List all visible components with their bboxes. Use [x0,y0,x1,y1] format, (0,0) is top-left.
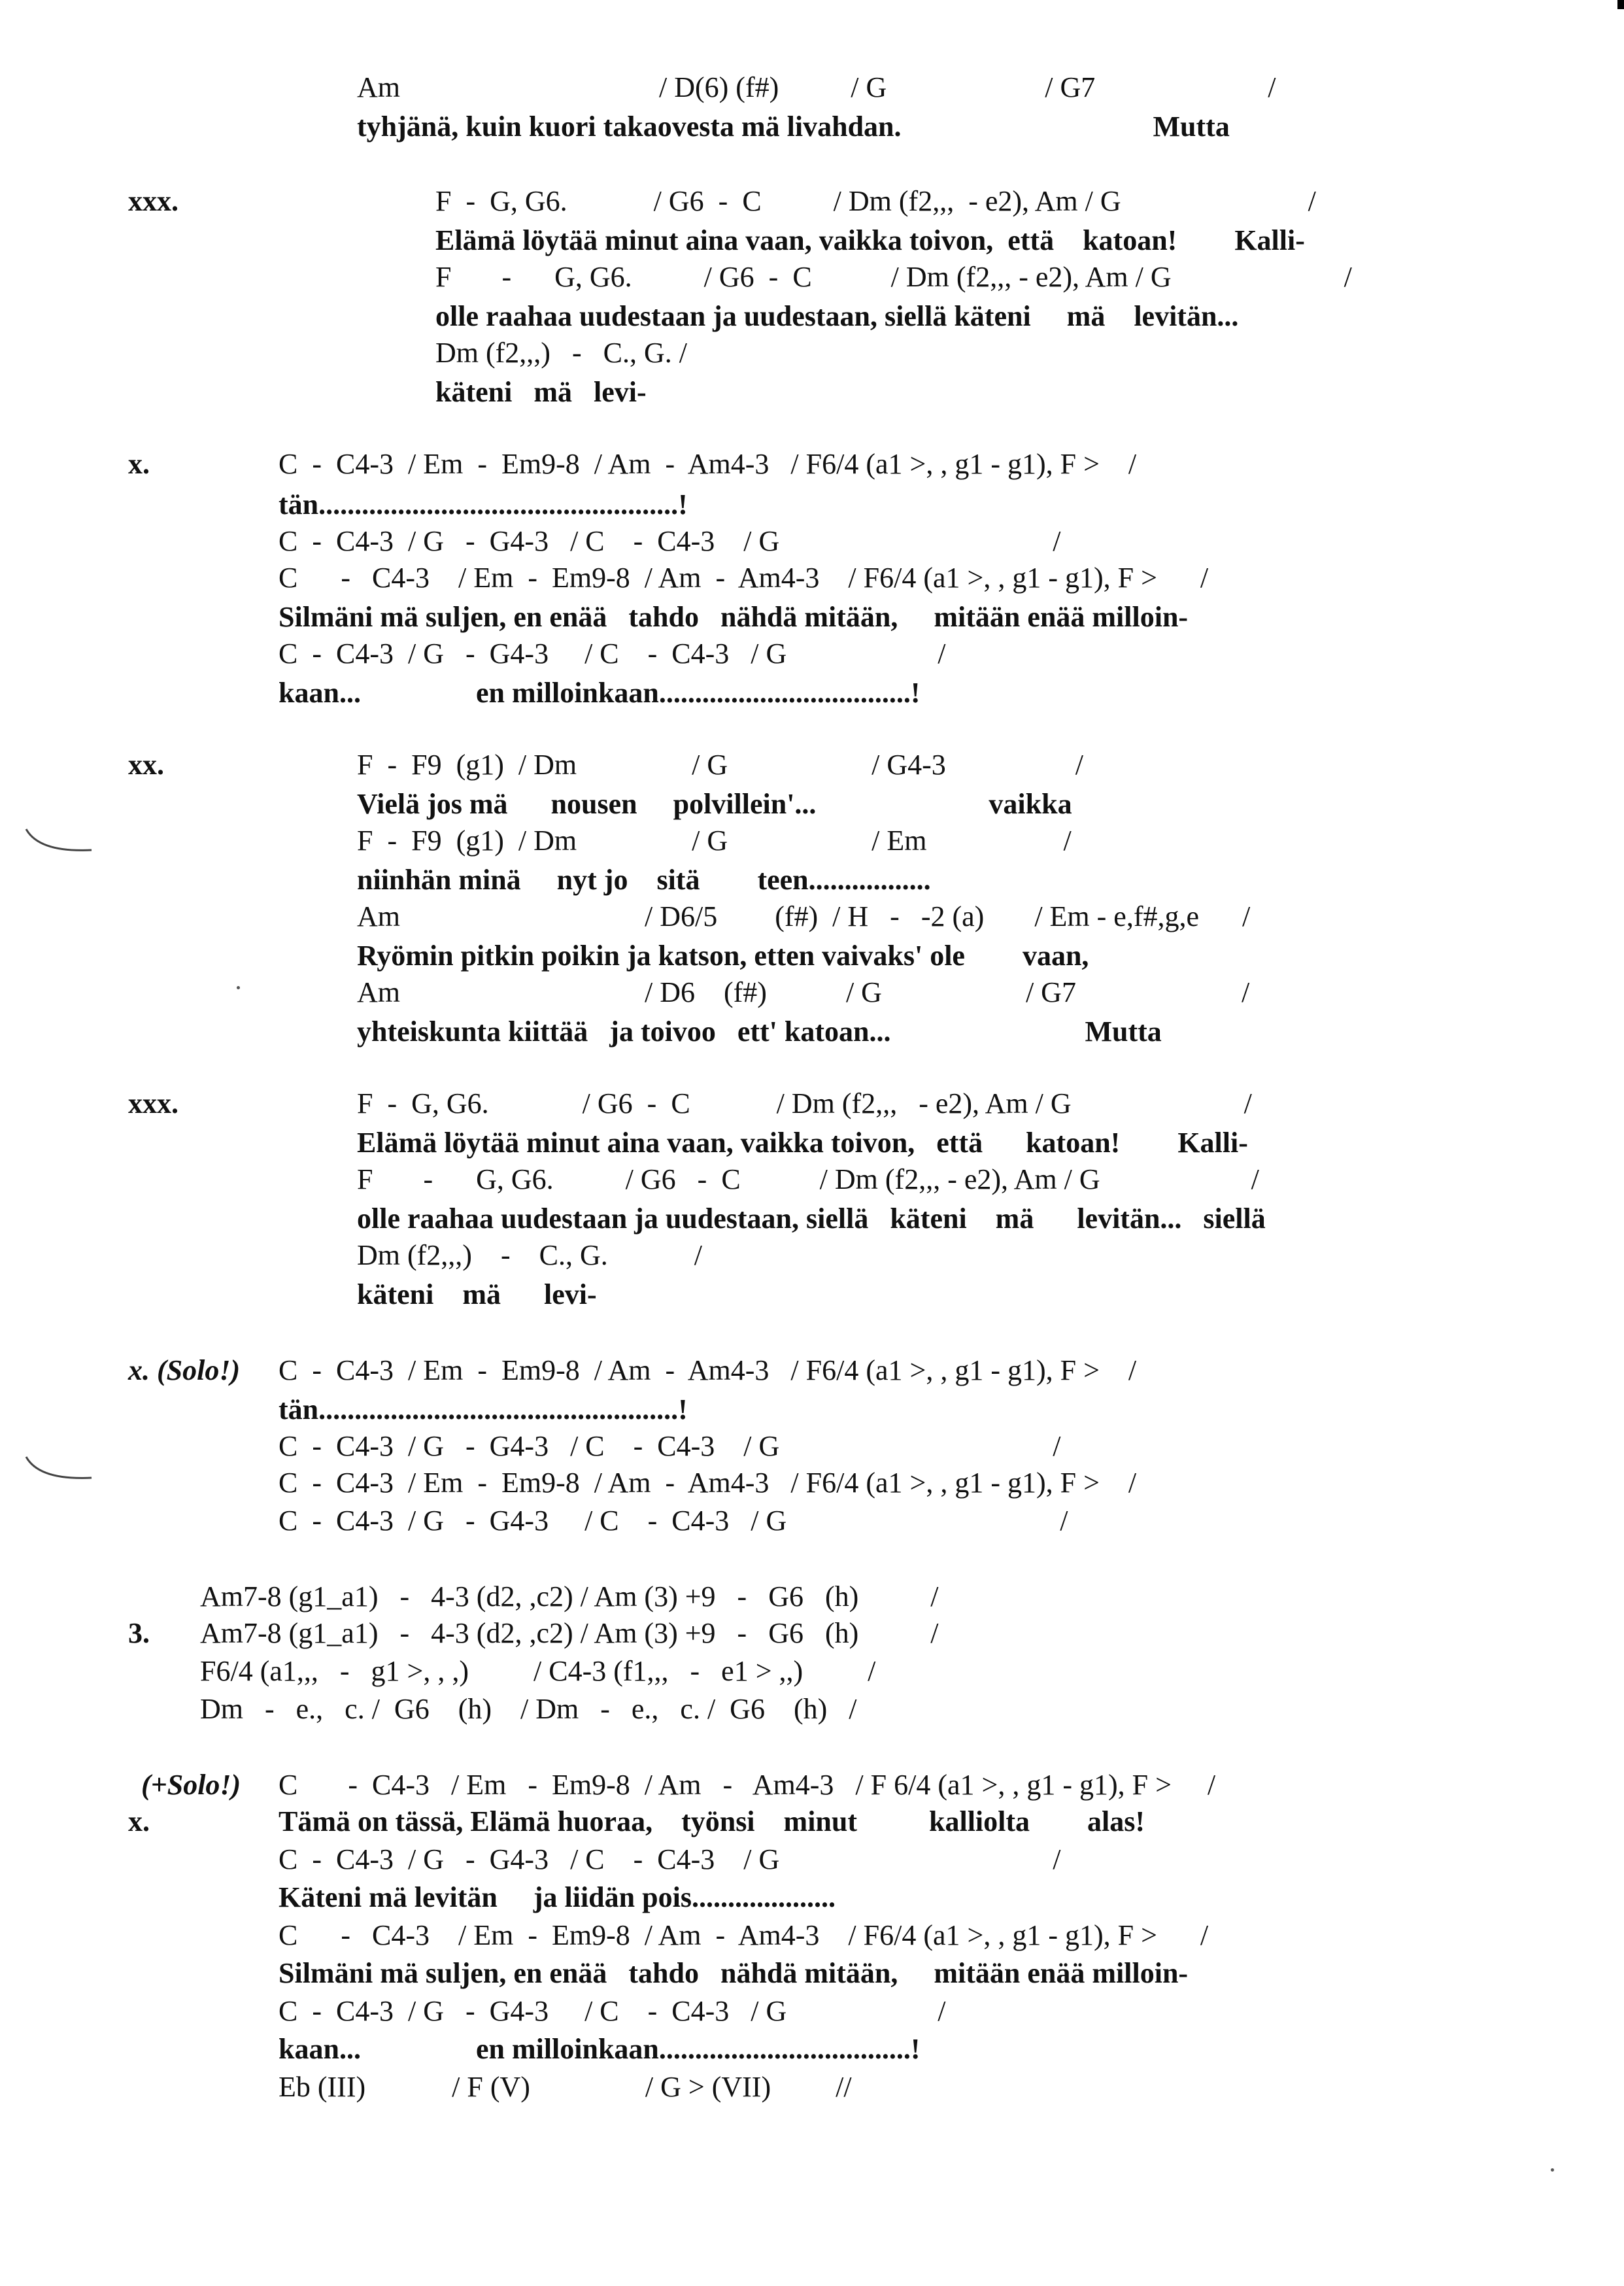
chord-line: Am / D6 (f#) / G / G7 / [357,976,1250,1008]
chord-line: Dm - e., c. / G6 (h) / Dm - e., c. / G6 (h) / [200,1693,857,1725]
section-label-xxx-1: xxx. [128,185,178,217]
pencil-curve-mark [20,1452,98,1491]
chord-line: C - C4-3 / G - G4-3 / C - C4-3 / G / [279,1430,1061,1462]
chord-line: Dm (f2,,,) - C., G. / [357,1239,702,1271]
lyric-line: Elämä löytää minut aina vaan, vaikka toivon, että katoan! Kalli- [357,1127,1248,1159]
lyric-line: kaan... en milloinkaan...................................! [279,2033,921,2065]
section-label-x-1: x. [128,448,150,480]
chord-line: F - G, G6. / G6 - C / Dm (f2,,, - e2), Am / G / [435,261,1352,293]
pencil-curve-mark [20,824,98,863]
lyric-line: Ryömin pitkin poikin ja katson, etten vaivaks' ole vaan, [357,940,1089,972]
chord-line: C - C4-3 / G - G4-3 / C - C4-3 / G / [279,525,1061,557]
chord-line: C - C4-3 / Em - Em9-8 / Am - Am4-3 / F6/4 (a1 >, , g1 - g1), F > / [279,1467,1137,1499]
chord-line: F6/4 (a1,,, - g1 >, , ,) / C4-3 (f1,,, - e1 > ,,) / [200,1655,876,1687]
chord-line: Eb (III) / F (V) / G > (VII) // [279,2071,852,2103]
lyric-line: tän..................................................! [279,1393,688,1425]
section-label-plus-solo [141,1771,241,1800]
chord-line: F - G, G6. / G6 - C / Dm (f2,,, - e2), Am / G / [435,185,1316,217]
solo-label: x. (Solo!) [128,1354,241,1386]
chord-line: C - C4-3 / G - G4-3 / C - C4-3 / G / [279,1995,946,2027]
plus-solo-label: (+Solo!) [141,1769,241,1801]
lyric-line: Tämä on tässä, Elämä huoraa, työnsi minut kalliolta alas! [279,1805,1145,1837]
lyric-line: niinhän minä nyt jo sitä teen................. [357,864,931,896]
lyric-line: Vielä jos mä nousen polvillein'... vaikka [357,788,1072,820]
chord-line: F - F9 (g1) / Dm / G / G4-3 / [357,749,1083,781]
chord-line: Am7-8 (g1_a1) - 4-3 (d2, ,c2) / Am (3) +9 - G6 (h) / [200,1580,939,1612]
chord-line: Dm (f2,,,) - C., G. / [435,337,687,369]
lyric-line: Silmäni mä suljen, en enää tahdo nähdä mitään, mitään enää milloin- [279,601,1189,633]
section-label-3: 3. [128,1617,150,1649]
section-label-x-2: x. [128,1805,150,1837]
chord-line: C - C4-3 / Em - Em9-8 / Am - Am4-3 / F6/4 (a1 >, , g1 - g1), F > / [279,562,1209,594]
lyric-line: yhteiskunta kiittää ja toivoo ett' katoan... Mutta [357,1015,1162,1048]
chord-line: F - F9 (g1) / Dm / G / Em / [357,825,1072,857]
section-label-xxx-2: xxx. [128,1087,178,1119]
chord-line: C - C4-3 / Em - Em9-8 / Am - Am4-3 / F6/4 (a1 >, , g1 - g1), F > / [279,1354,1137,1386]
section-label-x-solo [128,1356,240,1385]
lyric-line: käteni mä levi- [357,1278,597,1310]
chord-line: C - C4-3 / Em - Em9-8 / Am - Am4-3 / F 6/4 (a1 >, , g1 - g1), F > / [279,1769,1216,1801]
chord-line: C - C4-3 / Em - Em9-8 / Am - Am4-3 / F6/4 (a1 >, , g1 - g1), F > / [279,1919,1209,1951]
scan-corner-mark [1617,0,1624,9]
lyric-line: olle raahaa uudestaan ja uudestaan, siellä käteni mä levitän... [435,300,1239,332]
chord-line: C - C4-3 / Em - Em9-8 / Am - Am4-3 / F6/4 (a1 >, , g1 - g1), F > / [279,448,1137,480]
lyric-line: Elämä löytää minut aina vaan, vaikka toivon, että katoan! Kalli- [435,224,1305,256]
lyric-line: käteni mä levi- [435,376,647,408]
chord-line: C - C4-3 / G - G4-3 / C - C4-3 / G / [279,638,946,670]
chord-line: Am / D(6) (f#) / G / G7 / [357,71,1276,103]
lyric-line: tän..................................................! [279,488,688,520]
lyric-line: Silmäni mä suljen, en enää tahdo nähdä mitään, mitään enää milloin- [279,1957,1189,1989]
chord-line: Am7-8 (g1_a1) - 4-3 (d2, ,c2) / Am (3) +9 - G6 (h) / [200,1617,939,1649]
lyric-line: olle raahaa uudestaan ja uudestaan, siellä käteni mä levitän... siellä [357,1203,1266,1235]
chord-line: F - G, G6. / G6 - C / Dm (f2,,, - e2), Am / G / [357,1087,1252,1119]
lyric-line: kaan... en milloinkaan...................................! [279,677,921,709]
section-label-xx: xx. [128,749,164,781]
chord-line: F - G, G6. / G6 - C / Dm (f2,,, - e2), Am / G / [357,1163,1259,1195]
scan-dot [1551,2168,1554,2172]
lyric-line: tyhjänä, kuin kuori takaovesta mä livahdan. Mutta [357,111,1230,143]
chord-line: C - C4-3 / G - G4-3 / C - C4-3 / G / [279,1505,1068,1537]
chord-line: C - C4-3 / G - G4-3 / C - C4-3 / G / [279,1843,1061,1875]
chord-line: Am / D6/5 (f#) / H - -2 (a) / Em - e,f#,g,e / [357,900,1251,932]
lyric-line: Käteni mä levitän ja liidän pois.................... [279,1881,836,1913]
scan-dot [237,986,240,989]
